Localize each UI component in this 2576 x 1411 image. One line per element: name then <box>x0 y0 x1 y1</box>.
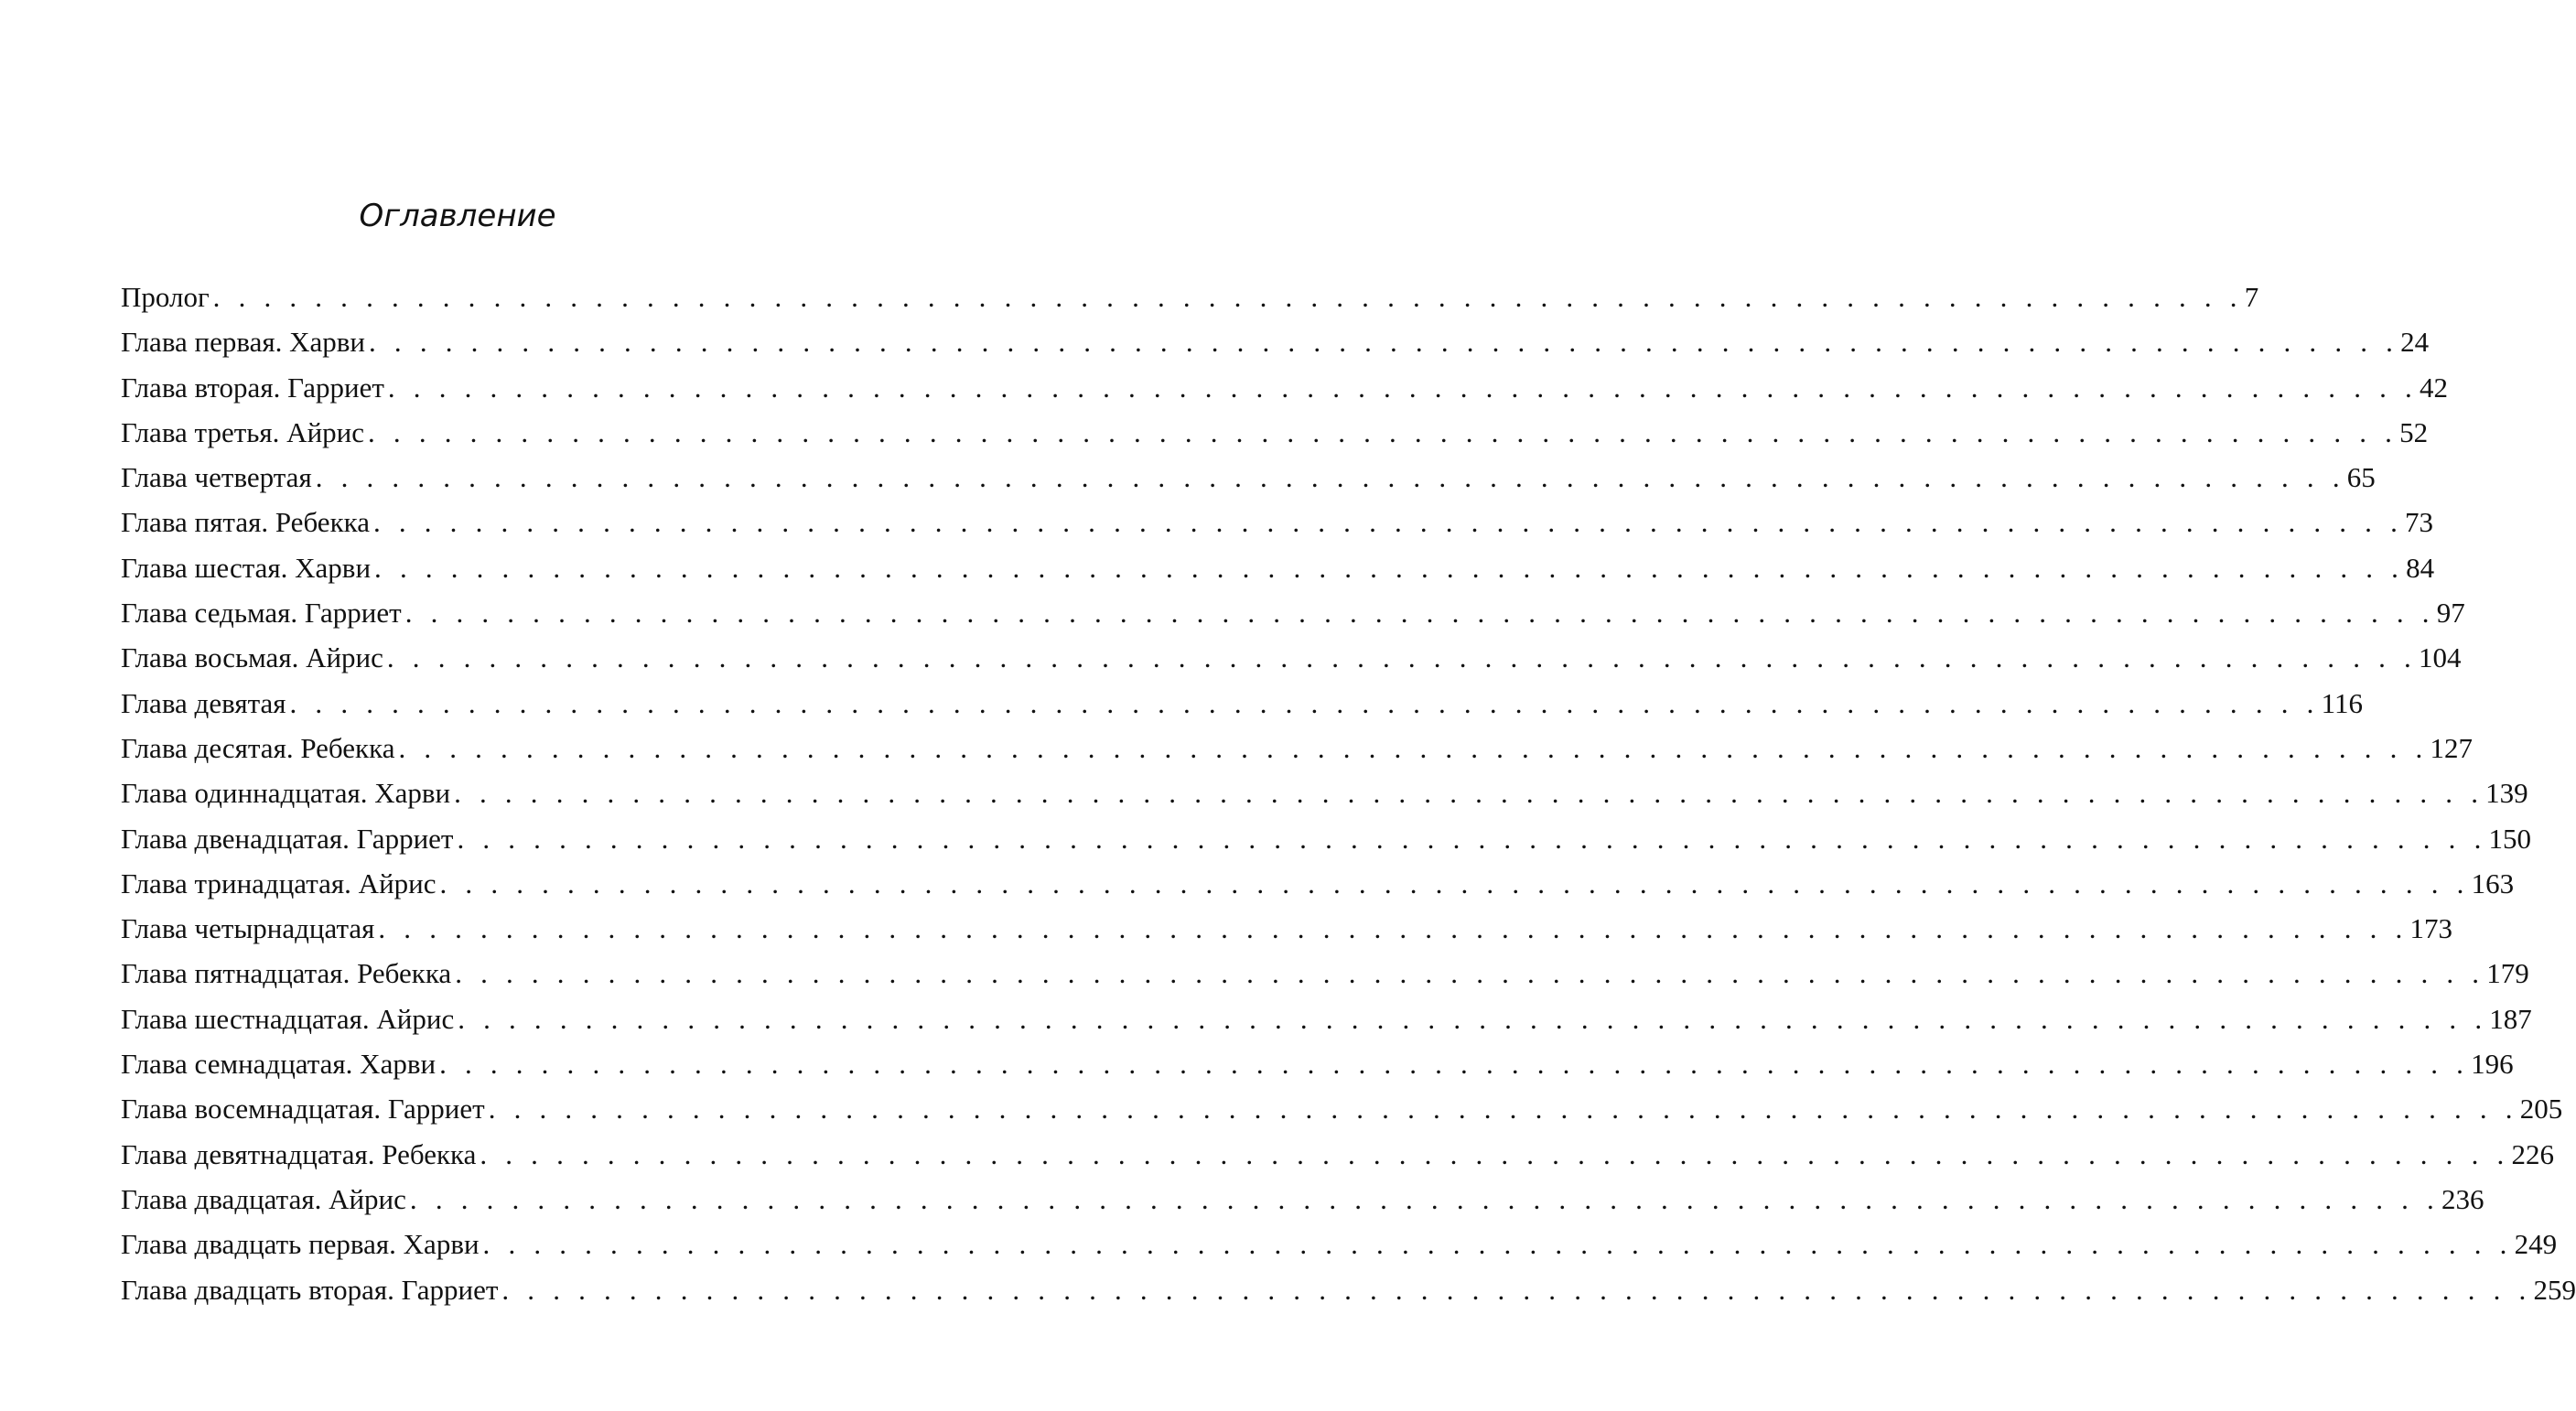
toc-entry-label: Глава пятнадцатая. Ребекка <box>121 957 452 990</box>
toc-entry <box>121 1177 2484 1222</box>
toc-dot-leader: . . . . . . . . . . . . . . . . . . . . . . . . . . . . . . . . . . . . . . . . . . . . . . . . . . . . . . . . . . . . . . . . . . . . . . . . . . . . . . . . <box>482 1228 2513 1261</box>
toc-entry-label: Глава двадцатая. Айрис <box>121 1182 406 1215</box>
toc-dot-leader: . . . . . . . . . . . . . . . . . . . . . . . . . . . . . . . . . . . . . . . . . . . . . . . . . . . . . . . . . . . . . . . . . . . . . . . . . . . . . . . . <box>409 1182 2440 1215</box>
toc-dot-leader: . . . . . . . . . . . . . . . . . . . . . . . . . . . . . . . . . . . . . . . . . . . . . . . . . . . . . . . . . . . . . . . . . . . . . . . . . . . . . . . . <box>488 1093 2518 1126</box>
toc-entry-page-number: 127 <box>2430 731 2474 764</box>
toc-entry-label: Глава двадцать вторая. Гарриет <box>121 1273 499 1306</box>
toc-entry-label: Глава вторая. Гарриет <box>121 371 384 404</box>
toc-entry <box>121 1222 2558 1266</box>
toc-entry-label: Глава пятая. Ребекка <box>121 506 370 539</box>
toc-entry-page-number: 65 <box>2346 461 2376 494</box>
toc-entry-label: Глава девятая <box>121 686 286 719</box>
toc-dot-leader: . . . . . . . . . . . . . . . . . . . . . . . . . . . . . . . . . . . . . . . . . . . . . . . . . . . . . . . . . . . . . . . . . . . . . . . . . . . . . . . . <box>455 957 2485 990</box>
toc-dot-leader: . . . . . . . . . . . . . . . . . . . . . . . . . . . . . . . . . . . . . . . . . . . . . . . . . . . . . . . . . . . . . . . . . . . . . . . . . . . . . . . . <box>387 371 2418 404</box>
toc-entry-label: Глава двадцать первая. Харви <box>121 1228 480 1261</box>
toc-entry-label: Глава четвертая <box>121 461 312 494</box>
toc-entry-page-number: 187 <box>2489 1002 2532 1035</box>
toc-entry-label: Глава восемнадцатая. Гарриет <box>121 1093 485 1126</box>
toc-title: Оглавление <box>359 198 556 234</box>
toc-entry <box>121 545 2435 590</box>
toc-dot-leader: . . . . . . . . . . . . . . . . . . . . . . . . . . . . . . . . . . . . . . . . . . . . . . . . . . . . . . . . . . . . . . . . . . . . . . . . . . . . . . . . <box>372 506 2404 539</box>
toc-dot-leader: . . . . . . . . . . . . . . . . . . . . . . . . . . . . . . . . . . . . . . . . . . . . . . . . . . . . . . . . . . . . . . . . . . . . . . . . . . . . . . . . <box>439 1048 2470 1081</box>
toc-entry-page-number: 139 <box>2485 777 2528 810</box>
toc-dot-leader: . . . . . . . . . . . . . . . . . . . . . . . . . . . . . . . . . . . . . . . . . . . . . . . . . . . . . . . . . . . . . . . . . . . . . . . . . . . . . . . . <box>378 912 2409 945</box>
toc-entry <box>121 410 2429 455</box>
toc-list <box>121 275 2576 1312</box>
toc-entry <box>121 635 2462 680</box>
toc-dot-leader: . . . . . . . . . . . . . . . . . . . . . . . . . . . . . . . . . . . . . . . . . . . . . . . . . . . . . . . . . . . . . . . . . . . . . . . . . . . . . . . . <box>212 281 2243 313</box>
toc-entry-page-number: 205 <box>2519 1093 2563 1126</box>
toc-entry-label: Глава одиннадцатая. Харви <box>121 777 451 810</box>
toc-entry <box>121 1041 2514 1086</box>
toc-entry <box>121 861 2515 906</box>
toc-entry-label: Глава девятнадцатая. Ребекка <box>121 1137 477 1170</box>
toc-entry-page-number: 104 <box>2418 641 2462 674</box>
toc-entry <box>121 455 2376 500</box>
toc-entry-label: Глава семнадцатая. Харви <box>121 1048 437 1081</box>
toc-entry <box>121 726 2474 770</box>
toc-entry-page-number: 84 <box>2406 551 2435 584</box>
toc-dot-leader: . . . . . . . . . . . . . . . . . . . . . . . . . . . . . . . . . . . . . . . . . . . . . . . . . . . . . . . . . . . . . . . . . . . . . . . . . . . . . . . . <box>289 686 2320 719</box>
toc-entry-label: Глава первая. Харви <box>121 326 366 359</box>
toc-entry-label: Пролог <box>121 281 210 313</box>
toc-dot-leader: . . . . . . . . . . . . . . . . . . . . . . . . . . . . . . . . . . . . . . . . . . . . . . . . . . . . . . . . . . . . . . . . . . . . . . . . . . . . . . . . <box>368 415 2398 448</box>
toc-entry <box>121 275 2259 319</box>
toc-dot-leader: . . . . . . . . . . . . . . . . . . . . . . . . . . . . . . . . . . . . . . . . . . . . . . . . . . . . . . . . . . . . . . . . . . . . . . . . . . . . . . . . <box>480 1137 2510 1170</box>
toc-entry-page-number: 42 <box>2419 371 2448 404</box>
toc-entry-label: Глава четырнадцатая <box>121 912 375 945</box>
toc-entry-page-number: 179 <box>2486 957 2529 990</box>
toc-entry-page-number: 73 <box>2405 506 2434 539</box>
toc-entry-page-number: 52 <box>2399 415 2429 448</box>
toc-entry-label: Глава тринадцатая. Айрис <box>121 867 437 899</box>
toc-dot-leader: . . . . . . . . . . . . . . . . . . . . . . . . . . . . . . . . . . . . . . . . . . . . . . . . . . . . . . . . . . . . . . . . . . . . . . . . . . . . . . . . <box>315 461 2345 494</box>
toc-dot-leader: . . . . . . . . . . . . . . . . . . . . . . . . . . . . . . . . . . . . . . . . . . . . . . . . . . . . . . . . . . . . . . . . . . . . . . . . . . . . . . . . <box>374 551 2405 584</box>
toc-entry-page-number: 259 <box>2533 1273 2576 1306</box>
toc-dot-leader: . . . . . . . . . . . . . . . . . . . . . . . . . . . . . . . . . . . . . . . . . . . . . . . . . . . . . . . . . . . . . . . . . . . . . . . . . . . . . . . . <box>454 777 2484 810</box>
toc-dot-leader: . . . . . . . . . . . . . . . . . . . . . . . . . . . . . . . . . . . . . . . . . . . . . . . . . . . . . . . . . . . . . . . . . . . . . . . . . . . . . . . . <box>369 326 2399 359</box>
toc-dot-leader: . . . . . . . . . . . . . . . . . . . . . . . . . . . . . . . . . . . . . . . . . . . . . . . . . . . . . . . . . . . . . . . . . . . . . . . . . . . . . . . . <box>386 641 2417 674</box>
toc-entry-page-number: 7 <box>2244 281 2259 313</box>
toc-entry <box>121 500 2434 544</box>
toc-entry-label: Глава третья. Айрис <box>121 415 365 448</box>
toc-entry-page-number: 196 <box>2471 1048 2514 1081</box>
toc-entry-page-number: 249 <box>2514 1228 2558 1261</box>
toc-entry <box>121 365 2448 410</box>
toc-dot-leader: . . . . . . . . . . . . . . . . . . . . . . . . . . . . . . . . . . . . . . . . . . . . . . . . . . . . . . . . . . . . . . . . . . . . . . . . . . . . . . . . <box>398 731 2429 764</box>
toc-entry-page-number: 97 <box>2436 597 2465 630</box>
toc-entry <box>121 1267 2576 1312</box>
toc-entry-page-number: 150 <box>2488 822 2532 855</box>
toc-entry-page-number: 226 <box>2511 1137 2554 1170</box>
toc-entry <box>121 1132 2554 1177</box>
toc-entry <box>121 590 2465 635</box>
toc-entry <box>121 906 2452 951</box>
toc-entry <box>121 996 2532 1041</box>
toc-entry-label: Глава седьмая. Гарриет <box>121 597 402 630</box>
toc-dot-leader: . . . . . . . . . . . . . . . . . . . . . . . . . . . . . . . . . . . . . . . . . . . . . . . . . . . . . . . . . . . . . . . . . . . . . . . . . . . . . . . . <box>404 597 2435 630</box>
toc-entry-label: Глава десятая. Ребекка <box>121 731 395 764</box>
toc-entry <box>121 770 2528 815</box>
toc-entry-page-number: 163 <box>2471 867 2515 899</box>
toc-entry-label: Глава шестнадцатая. Айрис <box>121 1002 455 1035</box>
toc-entry <box>121 816 2532 861</box>
toc-entry <box>121 951 2529 996</box>
toc-dot-leader: . . . . . . . . . . . . . . . . . . . . . . . . . . . . . . . . . . . . . . . . . . . . . . . . . . . . . . . . . . . . . . . . . . . . . . . . . . . . . . . . <box>439 867 2470 899</box>
toc-entry-label: Глава шестая. Харви <box>121 551 372 584</box>
toc-entry-page-number: 236 <box>2441 1182 2484 1215</box>
toc-dot-leader: . . . . . . . . . . . . . . . . . . . . . . . . . . . . . . . . . . . . . . . . . . . . . . . . . . . . . . . . . . . . . . . . . . . . . . . . . . . . . . . . <box>458 1002 2488 1035</box>
toc-entry <box>121 319 2430 364</box>
toc-dot-leader: . . . . . . . . . . . . . . . . . . . . . . . . . . . . . . . . . . . . . . . . . . . . . . . . . . . . . . . . . . . . . . . . . . . . . . . . . . . . . . . . <box>457 822 2487 855</box>
toc-entry-label: Глава двенадцатая. Гарриет <box>121 822 454 855</box>
toc-dot-leader: . . . . . . . . . . . . . . . . . . . . . . . . . . . . . . . . . . . . . . . . . . . . . . . . . . . . . . . . . . . . . . . . . . . . . . . . . . . . . . . . <box>501 1273 2532 1306</box>
toc-entry-page-number: 24 <box>2400 326 2430 359</box>
toc-entry-page-number: 173 <box>2409 912 2452 945</box>
toc-entry-page-number: 116 <box>2321 686 2363 719</box>
toc-entry <box>121 1086 2563 1131</box>
toc-entry-label: Глава восьмая. Айрис <box>121 641 383 674</box>
toc-entry <box>121 681 2363 726</box>
